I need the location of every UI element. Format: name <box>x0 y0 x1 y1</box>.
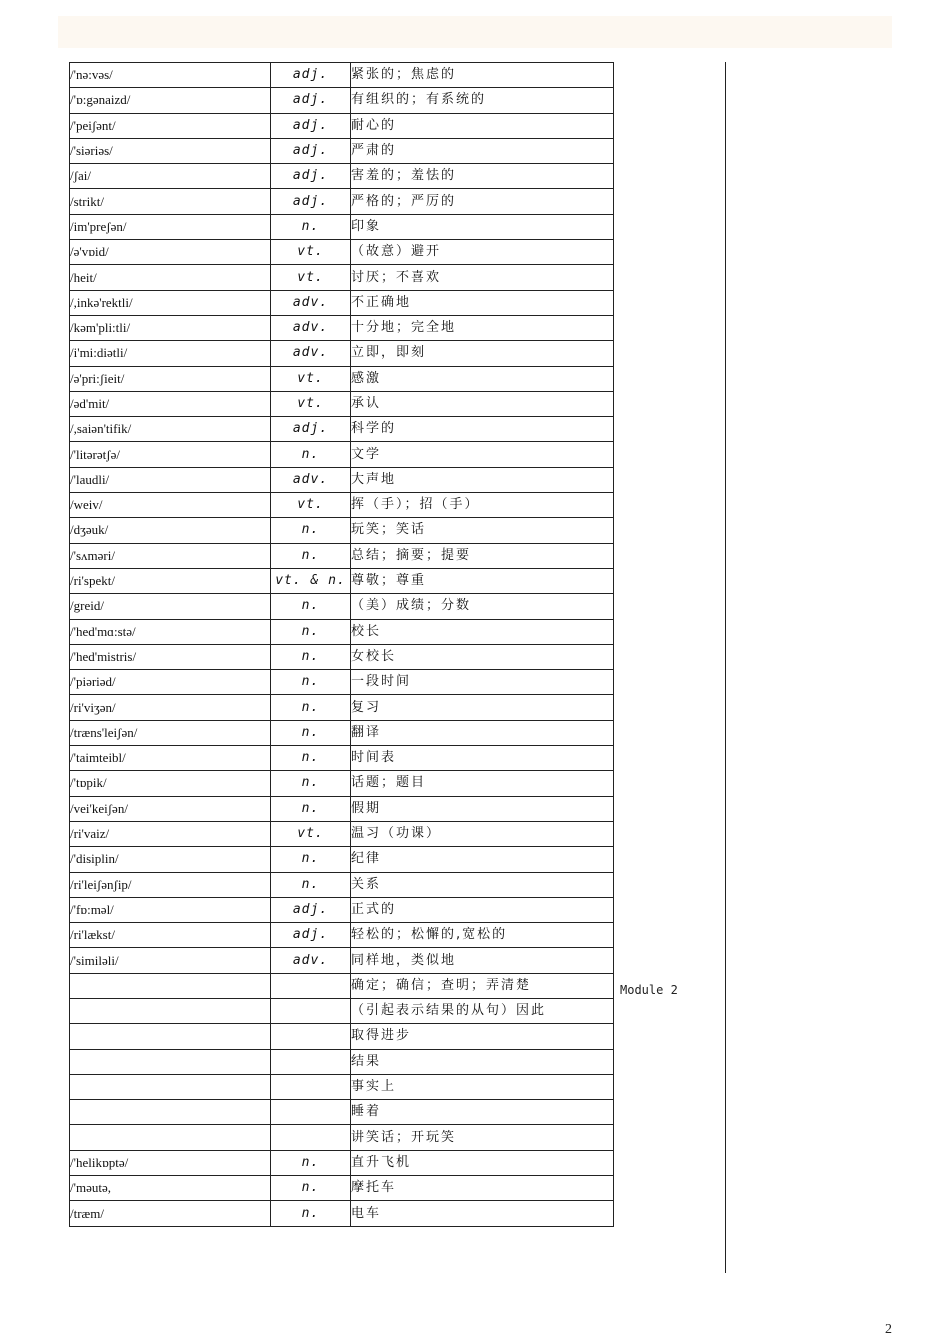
part-of-speech-cell <box>271 1100 351 1125</box>
vocab-row <box>70 1150 614 1175</box>
part-of-speech-cell: n. <box>271 872 351 897</box>
part-of-speech-cell: n. <box>271 720 351 745</box>
vocab-row <box>70 63 614 88</box>
phonetic-cell: /ri'spekt/ <box>70 568 271 593</box>
vocab-row <box>70 771 614 796</box>
vocab-row <box>70 467 614 492</box>
part-of-speech-cell: n. <box>271 214 351 239</box>
phonetic-cell: /'hed'mistris/ <box>70 644 271 669</box>
part-of-speech-cell: n. <box>271 1176 351 1201</box>
vocab-row <box>70 189 614 214</box>
part-of-speech-cell: vt. <box>271 821 351 846</box>
meaning-cell: 话题；题目 <box>351 771 614 796</box>
phonetic-cell: /ə'pri:ʃieit/ <box>70 366 271 391</box>
meaning-cell: 取得进步 <box>351 1024 614 1049</box>
meaning-cell: 承认 <box>351 391 614 416</box>
vocab-row <box>70 240 614 265</box>
phonetic-cell: /kəm'pli:tli/ <box>70 315 271 340</box>
phonetic-cell: /ri'leiʃənʃip/ <box>70 872 271 897</box>
part-of-speech-cell <box>271 1125 351 1150</box>
vocab-row <box>70 695 614 720</box>
phonetic-cell: /'məutə, <box>70 1176 271 1201</box>
part-of-speech-cell: adj. <box>271 417 351 442</box>
part-of-speech-cell: adj. <box>271 113 351 138</box>
meaning-cell: 害羞的；羞怯的 <box>351 164 614 189</box>
part-of-speech-cell: n. <box>271 619 351 644</box>
part-of-speech-cell <box>271 1024 351 1049</box>
part-of-speech-cell: n. <box>271 644 351 669</box>
part-of-speech-cell: vt. <box>271 265 351 290</box>
vocab-row <box>70 670 614 695</box>
page-header-band <box>58 16 892 48</box>
phonetic-cell <box>70 973 271 998</box>
phonetic-cell: /'hed'mɑ:stə/ <box>70 619 271 644</box>
phonetic-cell <box>70 1074 271 1099</box>
part-of-speech-cell: n. <box>271 771 351 796</box>
part-of-speech-cell: n. <box>271 1201 351 1226</box>
meaning-cell: 印象 <box>351 214 614 239</box>
vocab-row <box>70 897 614 922</box>
meaning-cell: 轻松的；松懈的,宽松的 <box>351 923 614 948</box>
meaning-cell: 关系 <box>351 872 614 897</box>
vocab-row <box>70 164 614 189</box>
part-of-speech-cell: n. <box>271 796 351 821</box>
vocab-row <box>70 923 614 948</box>
vocabulary-table-body <box>70 63 614 1227</box>
meaning-cell: 耐心的 <box>351 113 614 138</box>
phonetic-cell: /im'preʃən/ <box>70 214 271 239</box>
meaning-cell: 事实上 <box>351 1074 614 1099</box>
vocab-row <box>70 973 614 998</box>
meaning-cell: 同样地，类似地 <box>351 948 614 973</box>
phonetic-cell: /'tɒpik/ <box>70 771 271 796</box>
meaning-cell: 严肃的 <box>351 138 614 163</box>
phonetic-cell: /ʃai/ <box>70 164 271 189</box>
meaning-cell: 假期 <box>351 796 614 821</box>
meaning-cell: 确定；确信；查明；弄清楚 <box>351 973 614 998</box>
vocab-row <box>70 1100 614 1125</box>
phonetic-cell: /weiv/ <box>70 493 271 518</box>
margin-divider-line <box>725 62 726 1273</box>
meaning-cell: 科学的 <box>351 417 614 442</box>
meaning-cell: 尊敬；尊重 <box>351 568 614 593</box>
part-of-speech-cell: vt. <box>271 366 351 391</box>
vocab-row <box>70 315 614 340</box>
phonetic-cell <box>70 1024 271 1049</box>
meaning-cell: 纪律 <box>351 847 614 872</box>
meaning-cell: （故意）避开 <box>351 240 614 265</box>
vocab-row <box>70 998 614 1023</box>
vocab-row <box>70 341 614 366</box>
vocab-row <box>70 644 614 669</box>
meaning-cell: 挥（手）；招（手） <box>351 493 614 518</box>
phonetic-cell <box>70 1125 271 1150</box>
vocab-row <box>70 1201 614 1226</box>
phonetic-cell <box>70 1100 271 1125</box>
phonetic-cell: /'similəli/ <box>70 948 271 973</box>
part-of-speech-cell: n. <box>271 543 351 568</box>
part-of-speech-cell: vt. & n. <box>271 568 351 593</box>
vocab-row <box>70 1176 614 1201</box>
phonetic-cell: /ri'viʒən/ <box>70 695 271 720</box>
meaning-cell: 紧张的；焦虑的 <box>351 63 614 88</box>
phonetic-cell <box>70 998 271 1023</box>
meaning-cell: 结果 <box>351 1049 614 1074</box>
phonetic-cell: /ə'vɒid/ <box>70 240 271 265</box>
phonetic-cell: /,inkə'rektli/ <box>70 290 271 315</box>
vocab-row <box>70 1024 614 1049</box>
meaning-cell: 十分地；完全地 <box>351 315 614 340</box>
part-of-speech-cell: n. <box>271 518 351 543</box>
vocab-row <box>70 720 614 745</box>
phonetic-cell: /'sʌməri/ <box>70 543 271 568</box>
part-of-speech-cell: vt. <box>271 493 351 518</box>
meaning-cell: 复习 <box>351 695 614 720</box>
phonetic-cell <box>70 1049 271 1074</box>
meaning-cell: 立即，即刻 <box>351 341 614 366</box>
part-of-speech-cell: adv. <box>271 467 351 492</box>
meaning-cell: 有组织的；有系统的 <box>351 88 614 113</box>
part-of-speech-cell: adv. <box>271 315 351 340</box>
vocab-row <box>70 88 614 113</box>
part-of-speech-cell: n. <box>271 442 351 467</box>
meaning-cell: 睡着 <box>351 1100 614 1125</box>
part-of-speech-cell: vt. <box>271 391 351 416</box>
vocab-row <box>70 948 614 973</box>
vocab-row <box>70 1049 614 1074</box>
module-label: Module 2 <box>620 983 678 997</box>
vocab-row <box>70 366 614 391</box>
vocab-row <box>70 442 614 467</box>
meaning-cell: 摩托车 <box>351 1176 614 1201</box>
phonetic-cell: /strikt/ <box>70 189 271 214</box>
part-of-speech-cell: adj. <box>271 138 351 163</box>
phonetic-cell: /'taimteibl/ <box>70 746 271 771</box>
vocab-row <box>70 113 614 138</box>
part-of-speech-cell: adj. <box>271 164 351 189</box>
part-of-speech-cell: adj. <box>271 63 351 88</box>
part-of-speech-cell: adv. <box>271 341 351 366</box>
part-of-speech-cell: adj. <box>271 189 351 214</box>
part-of-speech-cell: adv. <box>271 290 351 315</box>
phonetic-cell: /'litərətʃə/ <box>70 442 271 467</box>
phonetic-cell: /i'mi:diətli/ <box>70 341 271 366</box>
meaning-cell: 总结；摘要；提要 <box>351 543 614 568</box>
part-of-speech-cell: adj. <box>271 88 351 113</box>
page-number: 2 <box>885 1322 892 1337</box>
vocab-row <box>70 138 614 163</box>
meaning-cell: 校长 <box>351 619 614 644</box>
phonetic-cell: /,saiən'tifik/ <box>70 417 271 442</box>
part-of-speech-cell: adj. <box>271 923 351 948</box>
vocab-row <box>70 746 614 771</box>
vocab-row <box>70 847 614 872</box>
part-of-speech-cell: adj. <box>271 897 351 922</box>
vocab-row <box>70 1074 614 1099</box>
phonetic-cell: /ri'vaiz/ <box>70 821 271 846</box>
meaning-cell: 时间表 <box>351 746 614 771</box>
meaning-cell: 翻译 <box>351 720 614 745</box>
vocab-row <box>70 872 614 897</box>
phonetic-cell: /'laudli/ <box>70 467 271 492</box>
phonetic-cell: /'siəriəs/ <box>70 138 271 163</box>
meaning-cell: 严格的；严厉的 <box>351 189 614 214</box>
part-of-speech-cell: n. <box>271 594 351 619</box>
part-of-speech-cell <box>271 973 351 998</box>
phonetic-cell: /træm/ <box>70 1201 271 1226</box>
meaning-cell: 温习（功课） <box>351 821 614 846</box>
vocab-row <box>70 796 614 821</box>
phonetic-cell: /'nə:vəs/ <box>70 63 271 88</box>
phonetic-cell: /'piəriəd/ <box>70 670 271 695</box>
phonetic-cell: /əd'mit/ <box>70 391 271 416</box>
vocab-row <box>70 1125 614 1150</box>
meaning-cell: （美）成绩；分数 <box>351 594 614 619</box>
meaning-cell: 一段时间 <box>351 670 614 695</box>
part-of-speech-cell: n. <box>271 670 351 695</box>
part-of-speech-cell: adv. <box>271 948 351 973</box>
part-of-speech-cell <box>271 1074 351 1099</box>
meaning-cell: 女校长 <box>351 644 614 669</box>
phonetic-cell: /vei'keiʃən/ <box>70 796 271 821</box>
vocab-row <box>70 821 614 846</box>
vocab-row <box>70 543 614 568</box>
phonetic-cell: /dʒəuk/ <box>70 518 271 543</box>
vocab-row <box>70 290 614 315</box>
vocab-row <box>70 214 614 239</box>
meaning-cell: 电车 <box>351 1201 614 1226</box>
vocab-row <box>70 417 614 442</box>
phonetic-cell: /heit/ <box>70 265 271 290</box>
part-of-speech-cell <box>271 1049 351 1074</box>
part-of-speech-cell: n. <box>271 695 351 720</box>
vocab-row <box>70 391 614 416</box>
meaning-cell: 感激 <box>351 366 614 391</box>
vocab-row <box>70 594 614 619</box>
phonetic-cell: /'peiʃənt/ <box>70 113 271 138</box>
phonetic-cell: /greid/ <box>70 594 271 619</box>
part-of-speech-cell: n. <box>271 746 351 771</box>
phonetic-cell: /'disiplin/ <box>70 847 271 872</box>
vocab-row <box>70 493 614 518</box>
phonetic-cell: /ri'lækst/ <box>70 923 271 948</box>
phonetic-cell: /'fɒ:məl/ <box>70 897 271 922</box>
part-of-speech-cell <box>271 998 351 1023</box>
phonetic-cell: /træns'leiʃən/ <box>70 720 271 745</box>
vocabulary-table <box>69 62 614 1227</box>
meaning-cell: 讲笑话；开玩笑 <box>351 1125 614 1150</box>
meaning-cell: 大声地 <box>351 467 614 492</box>
meaning-cell: 玩笑；笑话 <box>351 518 614 543</box>
phonetic-cell: /'helikɒptə/ <box>70 1150 271 1175</box>
part-of-speech-cell: n. <box>271 847 351 872</box>
meaning-cell: 直升飞机 <box>351 1150 614 1175</box>
meaning-cell: （引起表示结果的从句）因此 <box>351 998 614 1023</box>
meaning-cell: 讨厌；不喜欢 <box>351 265 614 290</box>
vocab-row <box>70 518 614 543</box>
meaning-cell: 不正确地 <box>351 290 614 315</box>
vocab-row <box>70 265 614 290</box>
phonetic-cell: /'ɒ:gənaizd/ <box>70 88 271 113</box>
part-of-speech-cell: n. <box>271 1150 351 1175</box>
vocab-row <box>70 619 614 644</box>
meaning-cell: 文学 <box>351 442 614 467</box>
vocab-row <box>70 568 614 593</box>
meaning-cell: 正式的 <box>351 897 614 922</box>
part-of-speech-cell: vt. <box>271 240 351 265</box>
